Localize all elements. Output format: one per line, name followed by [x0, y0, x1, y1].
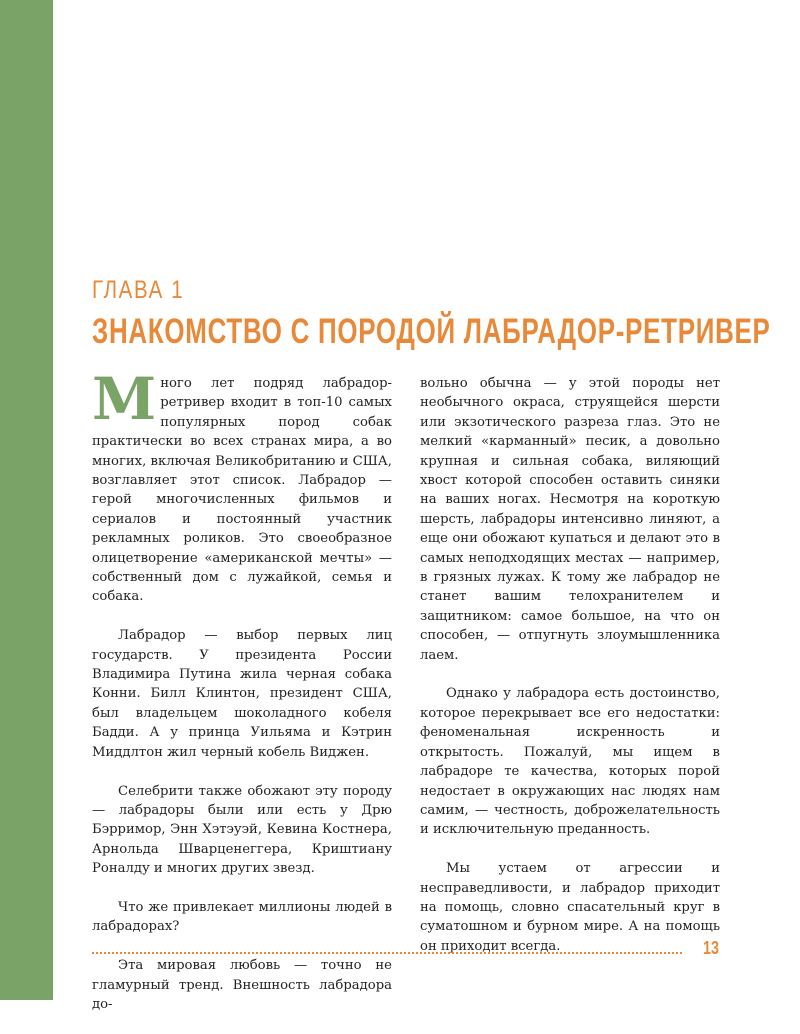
chapter-label: ГЛАВА 1 [92, 276, 185, 304]
text-column-left [92, 365, 392, 1034]
paragraph-text: ного лет подряд лабрадор-ретривер входит в топ-10 самых популярных пород собак практически во всех странах мира, а во многих, включая Великобританию и США, возглавляет этот список. Лабрадор — герой многочисленных фильмов и сериалов и постоянный участник рекламных роликов. Это своеобразное олицетворение «американской мечты» — собственный дом с лужайкой, семья и собака. [92, 376, 392, 605]
page-number: 13 [703, 938, 720, 958]
drop-cap: М [92, 365, 157, 433]
paragraph: Селебрити также обожают эту породу — лабрадоры были или есть у Дрю Бэрримор, Энн Хэтэуэй, Кевина Костнера, Арнольда Шварценеггера, Криштиану Роналду и многих других звезд. [92, 783, 392, 877]
text-column-right [420, 374, 720, 976]
paragraph: Эта мировая любовь — точно не гламурный тренд. Внешность лабрадора до- [92, 958, 392, 1012]
footer-dotted-rule [92, 952, 682, 954]
paragraph: Что же привлекает миллионы людей в лабрадорах? [92, 899, 392, 935]
side-color-bar [0, 0, 53, 1000]
paragraph [92, 365, 392, 607]
chapter-title: ЗНАКОМСТВО С ПОРОДОЙ ЛАБРАДОР-РЕТРИВЕР [92, 312, 771, 351]
paragraph: Однако у лабрадора есть достоинство, которое перекрывает все его недостатки: феноменальная искренность и открытость. Пожалуй, мы ищем в лабрадоре те качества, которых порой недостает в окружающих нас людях нам самим, — честность, доброжелательность и исключительную преданность. [420, 686, 720, 838]
paragraph: вольно обычна — у этой породы нет необычного окраса, струящейся шерсти или экзотического разреза глаз. Это не мелкий «карманный» песик, а довольно крупная и сильная собака, виляющий хвост которой способен оставить синяки на ваших ногах. Несмотря на короткую шерсть, лабрадоры интенсивно линяют, а еще они обожают купаться и делают это в самых неподходящих местах — например, в грязных лужах. К тому же лабрадор не станет вашим телохранителем и защитником: самое большое, на что он способен, — отпугнуть злоумышленника лаем. [420, 376, 720, 663]
paragraph: Мы устаем от агрессии и несправедливости, и лабрадор приходит на помощь, словно спасательный круг в суматошном и бурном мире. А на помощь он приходит всегда. [420, 861, 720, 954]
paragraph: Лабрадор — выбор первых лиц государств. У президента России Владимира Путина жила черная собака Конни. Билл Клинтон, президент США, был владельцем шоколадного кобеля Бадди. А у принца Уильяма и Кэтрин Миддлтон жил черный кобель Виджен. [92, 628, 392, 760]
